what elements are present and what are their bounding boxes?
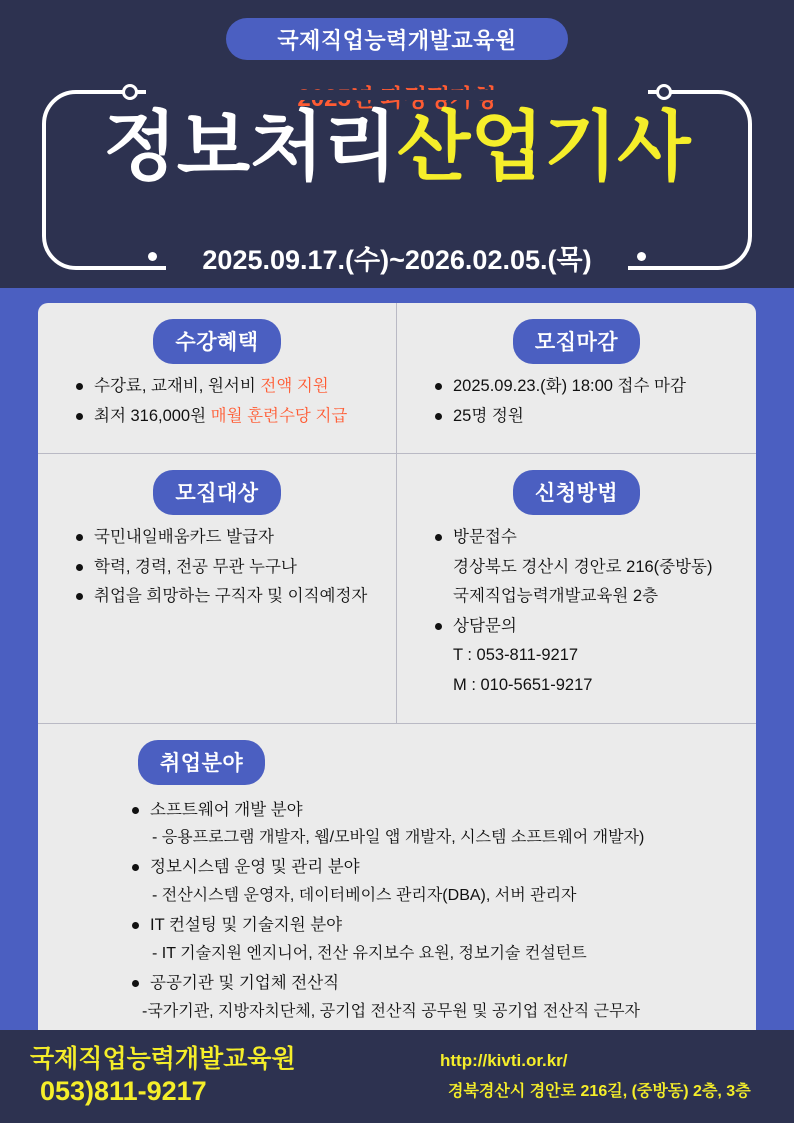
employment-detail: - 응용프로그램 개발자, 웹/모바일 앱 개발자, 시스템 소프트웨어 개발자) (152, 828, 645, 846)
list-item (76, 404, 382, 430)
list-item: 25명 정원 (435, 404, 742, 430)
poster-footer (0, 1030, 794, 1123)
list-item: 국민내일배움카드 발급자 (76, 525, 382, 551)
section-deadline (397, 303, 756, 453)
phone-mobile: M : 010-5651-9217 (453, 675, 593, 694)
list-item: 소프트웨어 개발 분야 (132, 797, 742, 823)
list-item: 국제직업능력개발교육원 2층 (453, 587, 659, 606)
section-target-badge: 모집대상 (153, 470, 280, 515)
panel-row-1 (38, 303, 756, 453)
panel-row-2 (38, 454, 756, 722)
section-employment (38, 724, 756, 1051)
footer-organization: 국제직업능력개발교육원 (30, 1045, 296, 1073)
employment-detail: - 전산시스템 운영자, 데이터베이스 관리자(DBA), 서버 관리자 (152, 886, 577, 904)
section-deadline-badge: 모집마감 (513, 319, 640, 364)
date-range: 2025.09.17.(수)~2026.02.05.(목) (202, 245, 592, 275)
section-benefits-badge: 수강혜택 (153, 319, 280, 364)
section-target (38, 454, 397, 722)
section-apply-badge: 신청방법 (513, 470, 640, 515)
list-item: 방문접수 (435, 525, 742, 551)
footer-website-link[interactable]: http://kivti.or.kr/ (440, 1051, 568, 1071)
list-item: 상담문의 (435, 614, 742, 640)
list-item: 경상북도 경산시 경안로 216(중방동) (453, 557, 713, 576)
page-title-part1: 정보처리 (103, 105, 397, 190)
benefit-highlight-2: 매월 훈련수당 지급 (210, 406, 348, 425)
list-item: 2025.09.23.(화) 18:00 접수 마감 (435, 374, 742, 400)
section-benefits-list (52, 374, 382, 429)
list-item (76, 374, 382, 400)
benefit-text-2: 최저 316,000원 (94, 406, 211, 425)
list-item: 공공기관 및 기업체 전산직 (132, 970, 742, 996)
page-title-part2: 산업기사 (397, 105, 691, 190)
section-target-list (52, 525, 382, 610)
employment-detail: - IT 기술지원 엔지니어, 전산 유지보수 요원, 정보기술 컨설턴트 (152, 944, 587, 962)
section-apply-list (411, 525, 742, 698)
page-title (0, 105, 794, 190)
footer-address: 경북경산시 경안로 216길, (중방동) 2층, 3층 (448, 1083, 751, 1101)
poster-header (0, 0, 794, 288)
benefit-text-1: 수강료, 교재비, 원서비 (94, 377, 261, 395)
benefit-highlight-1: 전액 지원 (260, 377, 329, 395)
footer-right (432, 1045, 772, 1108)
list-item: IT 컨설팅 및 기술지원 분야 (132, 912, 742, 938)
phone-tel: T : 053-811-9217 (453, 646, 579, 665)
section-apply (397, 454, 756, 722)
section-benefits (38, 303, 397, 453)
footer-phone: 053)811-9217 (40, 1076, 207, 1107)
section-deadline-list (411, 374, 742, 429)
list-item: 정보시스템 운영 및 관리 분야 (132, 854, 742, 880)
list-item: 취업을 희망하는 구직자 및 이직예정자 (76, 584, 382, 610)
list-item: 학력, 경력, 전공 무관 누구나 (76, 555, 382, 581)
info-panel (38, 303, 756, 1050)
organization-badge: 국제직업능력개발교육원 (226, 18, 568, 60)
section-employment-list (52, 797, 742, 1025)
section-employment-badge: 취업분야 (138, 740, 265, 785)
footer-left (22, 1044, 432, 1109)
frame-gap-top (146, 90, 648, 100)
employment-detail: -국가기관, 지방자치단체, 공기업 전산직 공무원 및 공기업 전산직 근무자 (142, 1002, 641, 1020)
